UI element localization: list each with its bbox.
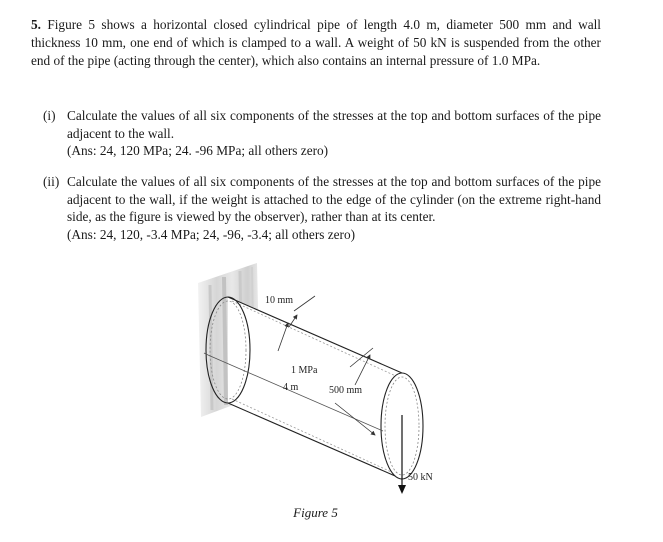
load-label: 50 kN: [408, 472, 433, 483]
pipe-diagram: [190, 255, 450, 495]
length-label: 4 m: [283, 382, 299, 393]
part-ii-answer: (Ans: 24, 120, -3.4 MPa; 24, -96, -3.4; all others zero): [67, 226, 356, 242]
problem-number: 5.: [31, 17, 41, 32]
diameter-label: 500 mm: [329, 385, 363, 396]
figure-caption: [0, 505, 663, 521]
part-i: [43, 107, 601, 160]
thickness-label: 10 mm: [265, 295, 294, 306]
part-i-question: Calculate the values of all six components of the stresses at the top and bottom surfaces of the pipe adjacent to the wall.: [67, 108, 601, 141]
pressure-label: 1 MPa: [291, 365, 318, 376]
pipe-body: [228, 297, 402, 479]
part-ii-question: Calculate the values of all six components of the stresses at the top and bottom surfaces of the pipe adjacent to the wall, if the weight is attached to the edge of the cylinder (on the extreme right-hand side, as the figure is viewed by the observer), rather than at its center.: [67, 174, 601, 224]
part-i-label: (i): [43, 108, 56, 123]
part-ii-label: (ii): [43, 174, 60, 189]
problem-text: Figure 5 shows a horizontal closed cylindrical pipe of length 4.0 m, diameter 500 mm and wall thickness 10 mm, one end of which is clamped to a wall. A weight of 50 kN is suspended from the other end of the pipe (acting through the center), which also contains an internal pressure of 1.0 MPa.: [31, 17, 601, 68]
figure-caption-text: Figure 5: [293, 505, 338, 520]
part-i-answer: (Ans: 24, 120 MPa; 24. -96 MPa; all others zero): [67, 143, 329, 158]
part-ii: [43, 173, 601, 243]
figure-5: [190, 255, 450, 495]
problem-statement: [31, 16, 601, 70]
